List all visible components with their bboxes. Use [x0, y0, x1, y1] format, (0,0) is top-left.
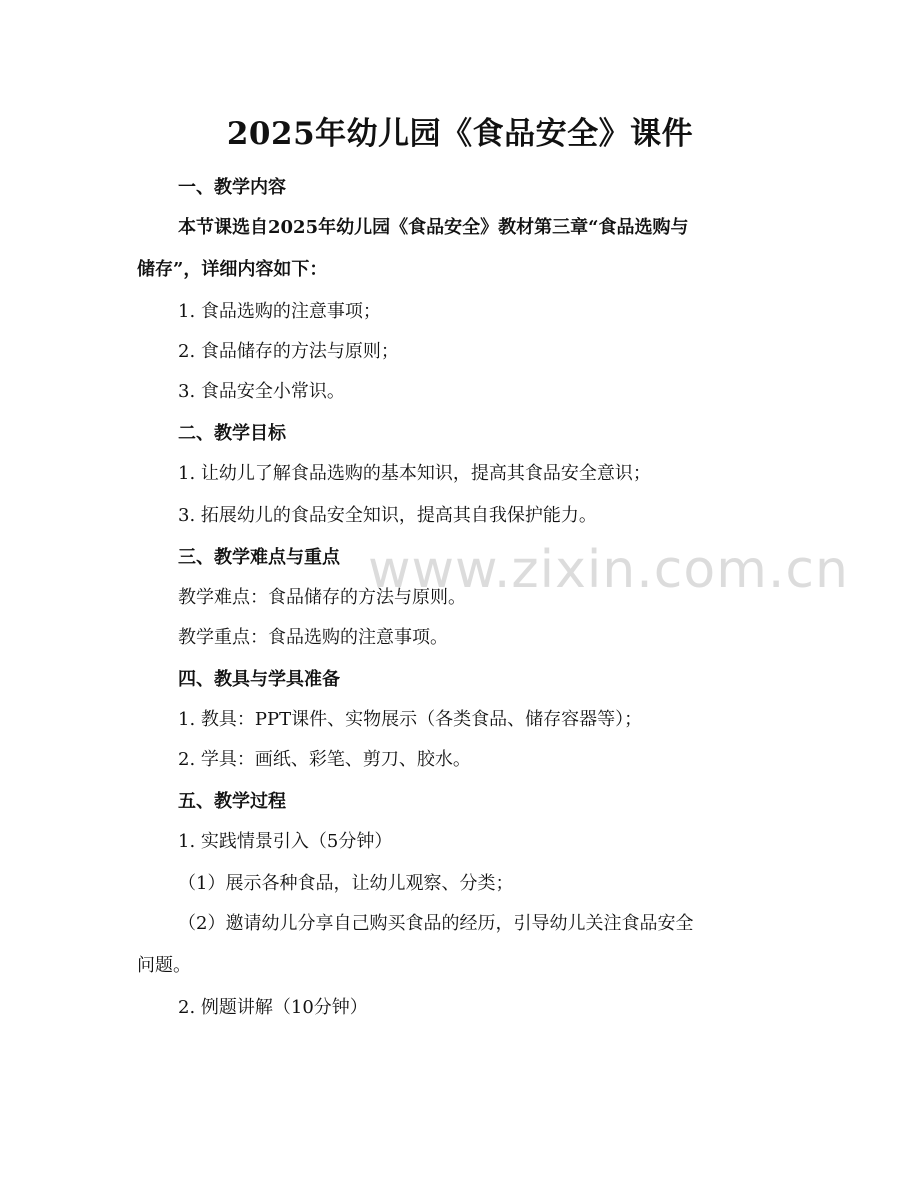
difficulty-text: 教学难点：食品储存的方法与原则。	[178, 587, 466, 608]
watermark: www.zixin.com.cn	[368, 540, 849, 600]
process-step-2: 2. 例题讲解（10分钟）	[178, 997, 368, 1018]
list-item: 3. 食品安全小常识。	[178, 381, 345, 402]
key-point-text: 教学重点：食品选购的注意事项。	[178, 627, 448, 648]
list-item: 1. 让幼儿了解食品选购的基本知识，提高其食品安全意识；	[178, 463, 651, 484]
process-step-1-sub-2-line-2: 问题。	[137, 955, 191, 976]
document-title: 2025年幼儿园《食品安全》课件	[226, 116, 694, 152]
list-item: 3. 拓展幼儿的食品安全知识，提高其自我保护能力。	[178, 505, 597, 526]
section-heading-content: 一、教学内容	[178, 177, 286, 198]
process-step-1-sub-2-line-1: （2）邀请幼儿分享自己购买食品的经历，引导幼儿关注食品安全	[178, 913, 694, 934]
section-heading-objectives: 二、教学目标	[178, 423, 286, 444]
intro-paragraph-line-2: 储存”，详细内容如下：	[137, 259, 328, 280]
section-heading-process: 五、教学过程	[178, 791, 286, 812]
section-heading-difficulty-key: 三、教学难点与重点	[178, 547, 340, 568]
list-item: 2. 食品储存的方法与原则；	[178, 341, 399, 362]
process-step-1-sub-1: （1）展示各种食品，让幼儿观察、分类；	[178, 873, 514, 894]
process-step-1: 1. 实践情景引入（5分钟）	[178, 831, 393, 852]
list-item: 2. 学具：画纸、彩笔、剪刀、胶水。	[178, 749, 471, 770]
intro-paragraph-line-1: 本节课选自2025年幼儿园《食品安全》教材第三章“食品选购与	[178, 217, 689, 238]
list-item: 1. 食品选购的注意事项；	[178, 301, 381, 322]
section-heading-materials: 四、教具与学具准备	[178, 669, 340, 690]
list-item: 1. 教具：PPT课件、实物展示（各类食品、储存容器等）；	[178, 709, 643, 730]
